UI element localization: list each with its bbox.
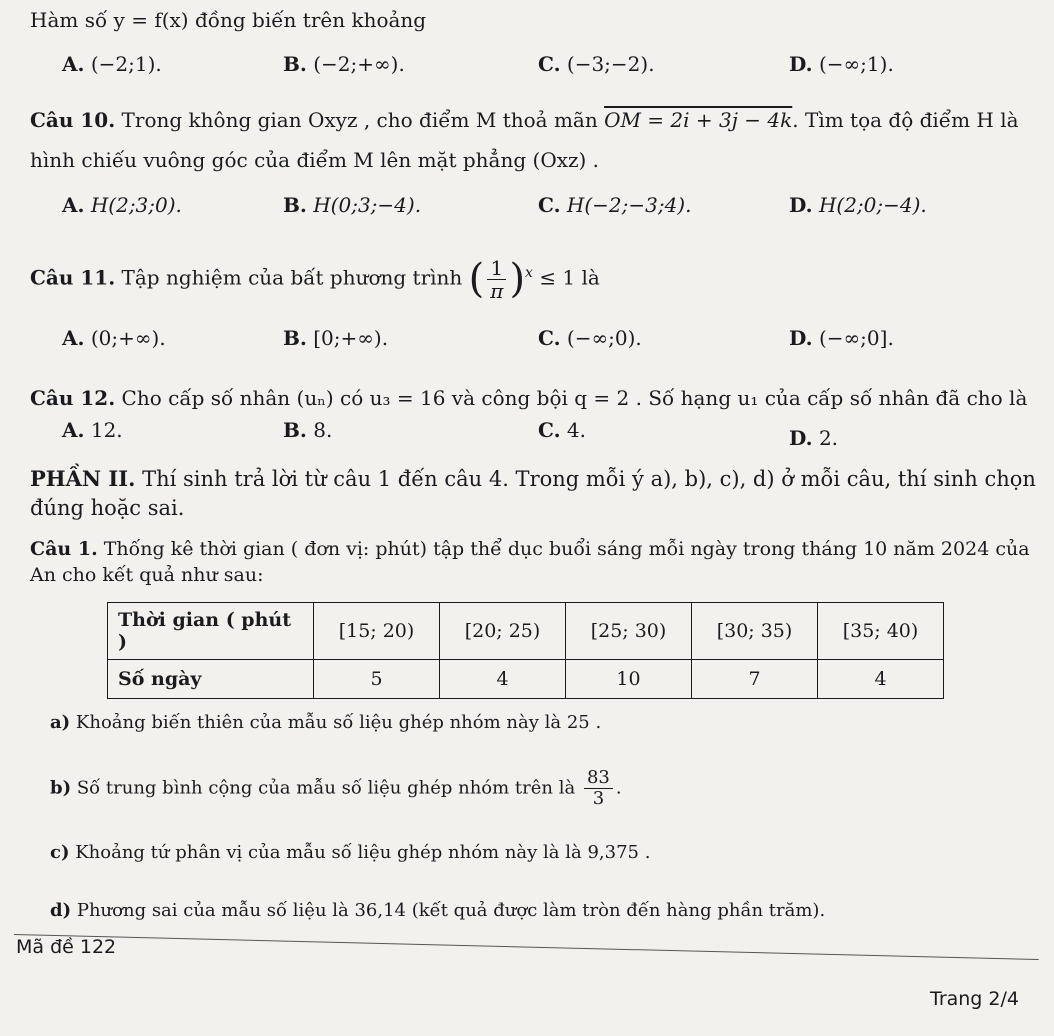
q10-stem-line2: hình chiếu vuông góc của điểm M lên mặt phẳng (Oxz) .: [30, 148, 600, 172]
count-cell: 5: [314, 660, 440, 699]
q9-option-a[interactable]: A. (−2;1).: [62, 52, 162, 76]
q10-option-c[interactable]: C. H(−2;−3;4).: [538, 193, 692, 217]
part2-instructions-line2: đúng hoặc sai.: [30, 496, 185, 520]
footer-divider: [14, 934, 1039, 960]
count-cell: 10: [566, 660, 692, 699]
q10-vector: OM = 2i + 3j − 4k: [604, 108, 793, 132]
interval-cell: [30; 35): [692, 603, 818, 660]
q11-option-d[interactable]: D. (−∞;0].: [789, 326, 894, 350]
interval-cell: [20; 25): [440, 603, 566, 660]
interval-cell: [35; 40): [818, 603, 944, 660]
q9-option-b[interactable]: B. (−2;+∞).: [283, 52, 405, 76]
q12-option-b[interactable]: B. 8.: [283, 418, 333, 442]
c1-stem-line2: An cho kết quả như sau:: [30, 564, 264, 586]
table-row: [108, 660, 944, 699]
interval-cell: [25; 30): [566, 603, 692, 660]
exam-code: Mã đề 122: [16, 936, 117, 958]
q12-option-c[interactable]: C. 4.: [538, 418, 586, 442]
table-header-time: Thời gian ( phút ): [108, 603, 314, 660]
mean-fraction: $\frac{83}{3}$: [584, 768, 613, 809]
count-cell: 4: [818, 660, 944, 699]
part2-instructions: PHẦN II. Thí sinh trả lời từ câu 1 đến câu 4. Trong mỗi ý a), b), c), d) ở mỗi câu, thí sinh chọn: [30, 466, 1036, 491]
frequency-table: [107, 602, 944, 699]
q11-option-c[interactable]: C. (−∞;0).: [538, 326, 642, 350]
c1-statement-a[interactable]: a) Khoảng biến thiên của mẫu số liệu ghép nhóm này là 25 .: [50, 712, 602, 733]
q10-option-d[interactable]: D. H(2;0;−4).: [789, 193, 927, 217]
q11-option-a[interactable]: A. (0;+∞).: [62, 326, 166, 350]
q11-option-b[interactable]: B. [0;+∞).: [283, 326, 389, 350]
q11-fraction: $\frac{1}{\pi}$: [487, 257, 506, 302]
q12-option-a[interactable]: A. 12.: [62, 418, 123, 442]
q10-stem: Câu 10. Trong không gian Oxyz , cho điểm M thoả mãn OM = 2i + 3j − 4k. Tìm tọa độ điểm H là: [30, 108, 1019, 132]
q9-option-c[interactable]: C. (−3;−2).: [538, 52, 655, 76]
q11-stem: Câu 11. Tập nghiệm của bất phương trình ( $\frac{1}{\pi}$ )$^x$ ≤ 1 là: [30, 255, 600, 303]
c1-statement-d[interactable]: d) Phương sai của mẫu số liệu là 36,14 (kết quả được làm tròn đến hàng phần trăm).: [50, 900, 826, 921]
q9-stem: Hàm số y = f(x) đồng biến trên khoảng: [30, 8, 427, 32]
c1-statement-c[interactable]: c) Khoảng tứ phân vị của mẫu số liệu ghép nhóm này là là 9,375 .: [50, 842, 651, 863]
q10-option-a[interactable]: A. H(2;3;0).: [62, 193, 182, 217]
q9-option-d[interactable]: D. (−∞;1).: [789, 52, 894, 76]
table-row: [108, 603, 944, 660]
c1-stem: Câu 1. Thống kê thời gian ( đơn vị: phút) tập thể dục buổi sáng mỗi ngày trong tháng 10 năm 2024 của: [30, 538, 1030, 560]
q12-option-d[interactable]: D. 2.: [789, 426, 839, 450]
table-header-days: Số ngày: [108, 660, 314, 699]
q10-option-b[interactable]: B. H(0;3;−4).: [283, 193, 422, 217]
interval-cell: [15; 20): [314, 603, 440, 660]
q12-stem: Câu 12. Cho cấp số nhân (uₙ) có u₃ = 16 và công bội q = 2 . Số hạng u₁ của cấp số nhân đã cho là: [30, 386, 1028, 410]
c1-statement-b[interactable]: b) Số trung bình cộng của mẫu số liệu ghép nhóm trên là $\frac{83}{3}$ .: [50, 767, 622, 809]
count-cell: 7: [692, 660, 818, 699]
count-cell: 4: [440, 660, 566, 699]
page-number: Trang 2/4: [930, 988, 1019, 1010]
